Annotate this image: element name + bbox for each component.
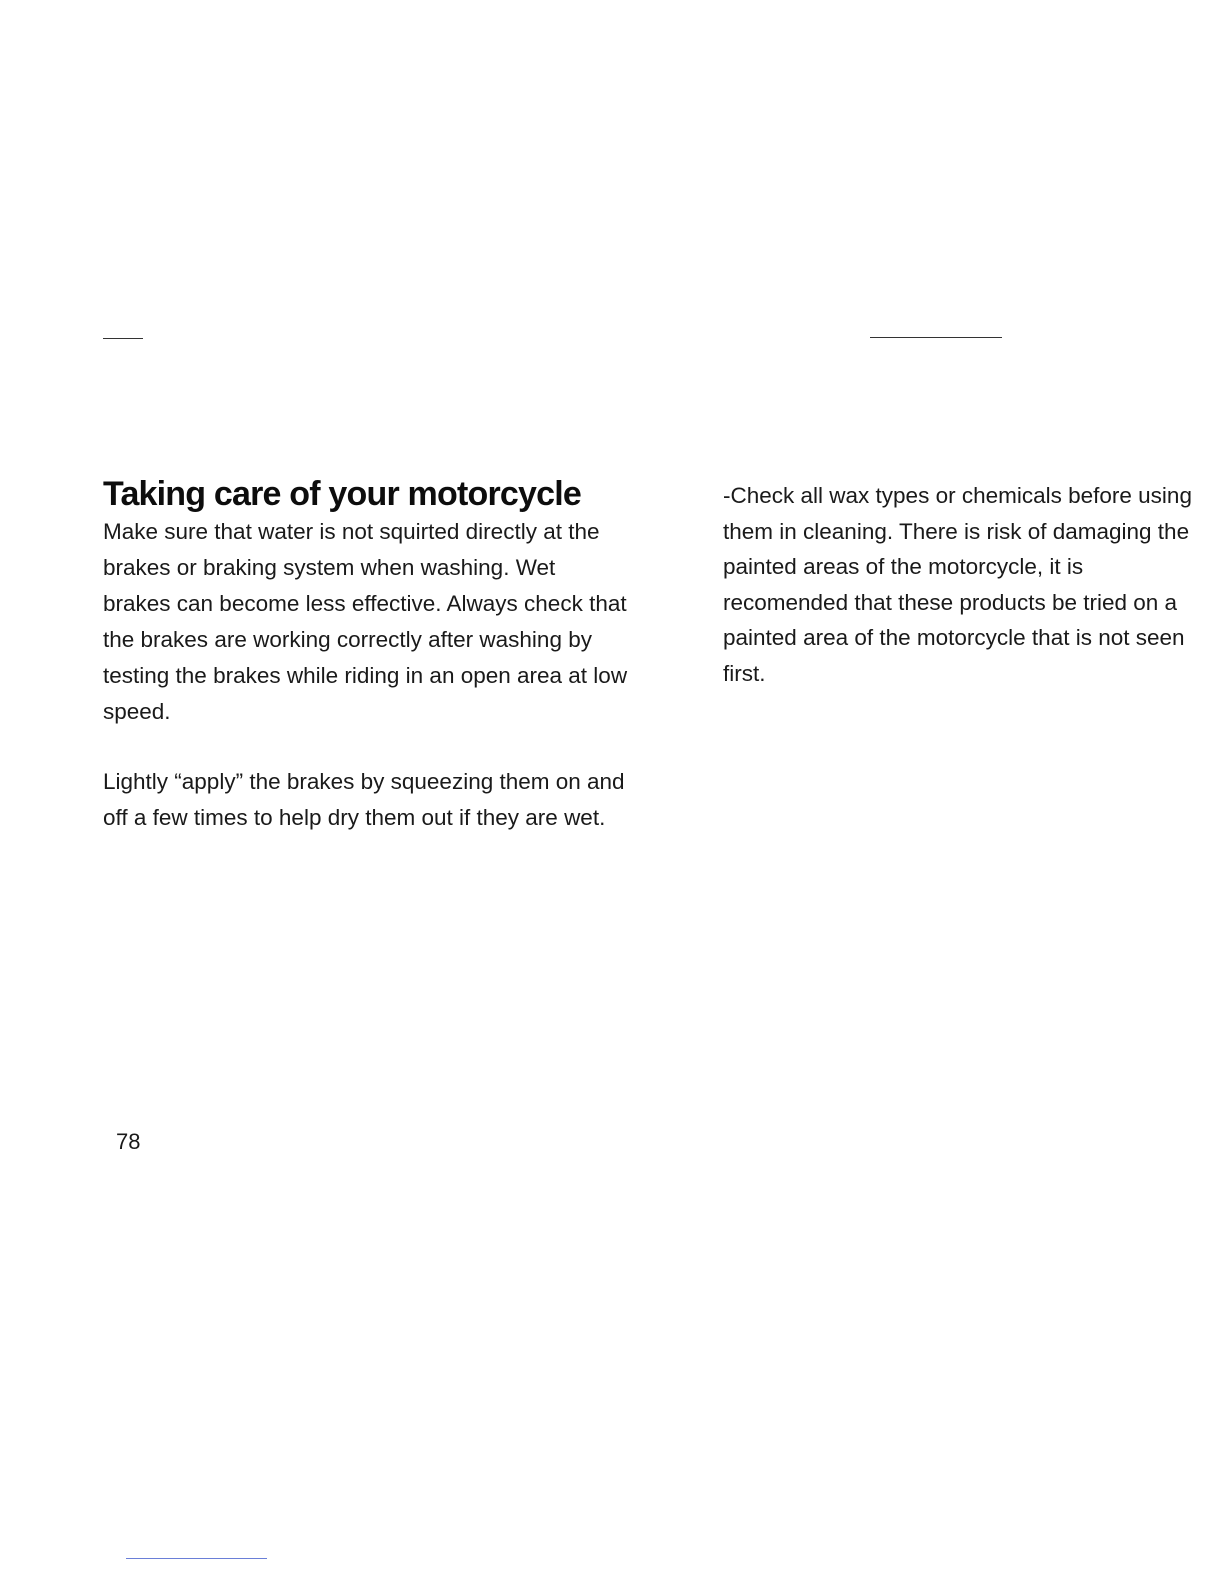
top-left-rule [103,338,143,339]
dry-brakes-paragraph: Lightly “apply” the brakes by squeezing them on and off a few times to help dry them out if they are wet. [103,769,625,830]
section-heading: Taking care of your motorcycle [103,475,581,513]
left-column [103,474,628,836]
top-right-rule [870,337,1002,338]
washing-brakes-paragraph: Make sure that water is not squirted directly at the brakes or braking system when washing. Wet brakes can become less effective. Always check that the brakes are working correctly after washing by testing the brakes while riding in an open area at low speed. [103,519,628,724]
bottom-rule [126,1558,267,1559]
right-column [723,478,1193,691]
page-number: 78 [116,1129,141,1154]
wax-chemicals-paragraph: -Check all wax types or chemicals before using them in cleaning. There is risk of damaging the painted areas of the motorcycle, it is recomended that these products be tried on a painted area of the motorcycle that is not seen first. [723,483,1192,686]
